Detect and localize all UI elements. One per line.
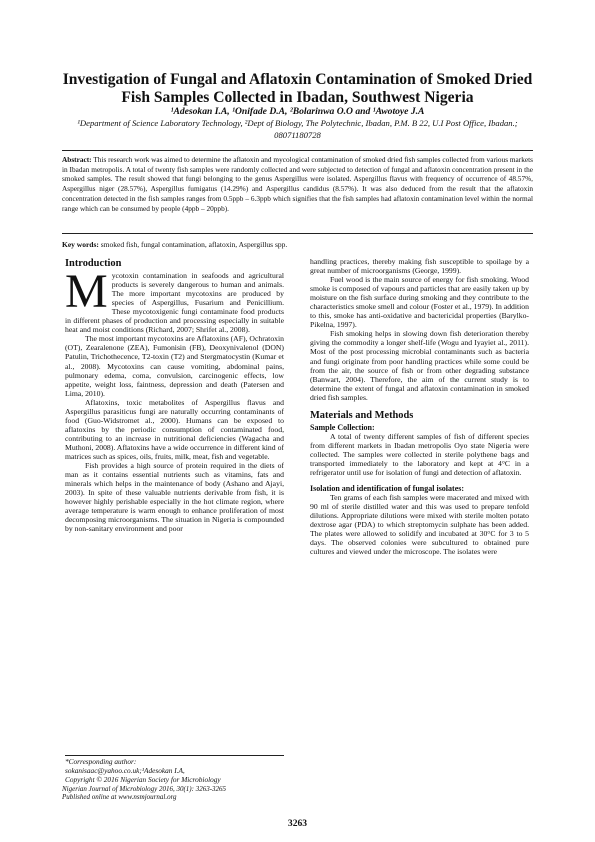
abstract [62,155,533,213]
keywords [62,240,533,249]
isolation-heading: Isolation and identification of fungal isolates: [310,484,465,494]
right-column [310,257,529,556]
corresponding-author-label: *Corresponding author: [65,757,137,766]
isolation-text: Ten grams of each fish samples were macerated and mixed with 90 ml of sterile distilled water and this was used to prepare tenfold dilutions. Appropriate dilutions were mixed with sterile molten potato dextrose agar (PDA) to which streptomycin sulphate has been added. The plates were allowed to solidify and incubated at 30°C for 3 to 5 days. The observed colonies were subcultured to obtained pure cultures and viewed under the microscope. The isolates were [310,493,529,557]
abstract-label: Abstract: [62,155,92,164]
journal-website: Published online at www.nsmjournal.org [62,793,177,802]
journal-citation: Nigerian Journal of Microbiology 2016, 30(1): 3263-3265 [62,785,227,793]
right-paragraph-3: Fish smoking helps in slowing down fish deterioration thereby giving the commodity a longer shelf-life (Wogu and Iyayiet al., 2011). Most of the post processing microbial contaminants such as bacteria and fungi originate from poor handling practices while some could be from the air, the source of fish or from other degrading substance (Banwart, 2004). Therefore, the aim of the current study is to determine the extent of fungal and aflatoxin contamination in smoked dried fish samples. [310,329,529,402]
sample-collection-text: A total of twenty different samples of fish of different species from different markets in Ibadan metropolis Oyo state Nigeria were collected. The samples were collected in sterile polythene bags and transported immediately to the laboratory and kept at 4°C in a refrigerator until use for isolation of fungi and detection of aflatoxin. [310,431,529,478]
page-number: 3263 [287,818,308,829]
corresponding-author-email: sokanisaac@yahoo.co.uk;¹Adesokan I.A, [65,766,185,776]
methods-heading: Materials and Methods [310,409,414,421]
sample-collection-heading: Sample Collection: [310,422,375,432]
introduction-heading: Introduction [65,258,122,269]
section-gap [310,477,529,484]
journal-footer [62,785,362,802]
abstract-text: This research work was aimed to determine the aflatoxin and mycological contamination of smoked dried fish samples collected from various markets in Ibadan metropolis. A total of twenty fish samples were randomly collected and were subjected to detection of fungal and aflatoxin concentration present in the smoked samples. The result showed that fungi belonging to the genus Aspergillus were isolated. Aspergillus flavus with frequency of occurrence of 48.57%, Aspergillus niger (28.57%), Aspergillus fumigatus (14.29%) and Aspergillus candidus (8.57%). It was also deduced from the result that the aflatoxin concentration detected in the fish samples ranges from 0.5ppb – 6.3ppb which signifies that the fish samples had aflatoxin contamination level within the normal range which can be consumed by people (4ppb – 20ppb). [62,155,533,213]
intro-paragraph-4: Fish provides a high source of protein required in the diets of man as it contains essential nutrients such as vitamins, fats and minerals which helps in the maintenance of body (Ashano and Ajayi, 2003). In spite of these valuable nutrients derivable from fish, it is however highly perishable especially in the hot climate region, where average temperature is warm enough to enhance proliferation of most decomposing microorganisms. The situation in Nigeria is compounded by non-sanitary environment and poor [65,461,284,534]
section-gap [310,402,529,409]
keywords-label: Key words: [62,240,99,249]
right-paragraph-1: handling practices, thereby making fish susceptible to spoilage by a great number of microorganisms (George, 1999). [310,257,529,276]
right-paragraph-2: Fuel wood is the main source of energy for fish smoking. Wood smoke is composed of vapours and particles that are easily taken up by moisture on the fish surface during smoking and they contribute to the characteristics smoke smell and colour (Foster et al., 1979). In addition to this, smoke has anti-oxidative and bactericidal properties (Barylko-Pikelna, 1997). [310,275,529,330]
correspondence-note [65,755,284,785]
intro-paragraph-3: Aflatoxins, toxic metabolites of Aspergillus flavus and Aspergillus parasiticus fungi are naturally occurring contaminants of food (Guo-Widstromet al., 2000). Humans can be exposed to aflatoxins by the periodic consumption of contaminated food, contributing to an increase in nutritional deficiencies (Wagacha and Muthoni, 2008). Aflatoxins have a wide occurrence in different kind of matrices such as spices, oils, fruits, milk, meat, fish and vegetable. [65,397,284,461]
paper-title: Investigation of Fungal and Aflatoxin Contamination of Smoked Dried Fish Samples Collected in Ibadan, Southwest Nigeria [62,71,533,106]
author-affiliation: ¹Department of Science Laboratory Technology, ²Dept of Biology, The Polytechnic, Ibadan, P.M. B 22, U.I Post Office, Ibadan.; 08071180728 [77,118,518,140]
copyright-notice: Copyright © 2016 Nigerian Society for Microbiology [65,775,221,785]
intro-paragraph-2: The most important mycotoxins are Aflatoxins (AF), Ochratoxin (OT), Zearalenone (ZEA), Fumonisin (FB), Deoxynivalenol (DON) Patulin, Trichothecence, T2-toxin (T2) and Stergmatocystin (Kumar et al., 2008). Mycotoxins can cause vomiting, abdominal pains, pulmonary edema, coma, convulsion, carcinogenic effects, low appetite, weight loss, faintness, depression and death (Patersen and Lima, 2010). [65,334,284,398]
abstract-top-rule [62,150,533,151]
drop-cap: M [65,265,108,319]
left-column [65,257,284,533]
abstract-bottom-rule [62,233,533,234]
author-list: ¹Adesokan I.A, ¹Onifade D.A, ²Bolarinwa O.O and ¹Awotoye J.A [170,106,425,117]
intro-paragraph-1 [65,265,284,335]
keywords-text: smoked fish, fungal contamination, aflatoxin, Aspergillus spp. [100,240,288,249]
intro-paragraph-1-text: ycotoxin contamination in seafoods and agricultural products is severely dangerous to human and animals. The more important mycotoxins are produced by species of Aspergillus, Fusarium and Penicillium. These mycotoxigenic fungi contaminate food products in different phases of production and processing especially in suitable heat and moist conditions (Richard, 2007; Shrifet al., 2008). [65,271,284,335]
